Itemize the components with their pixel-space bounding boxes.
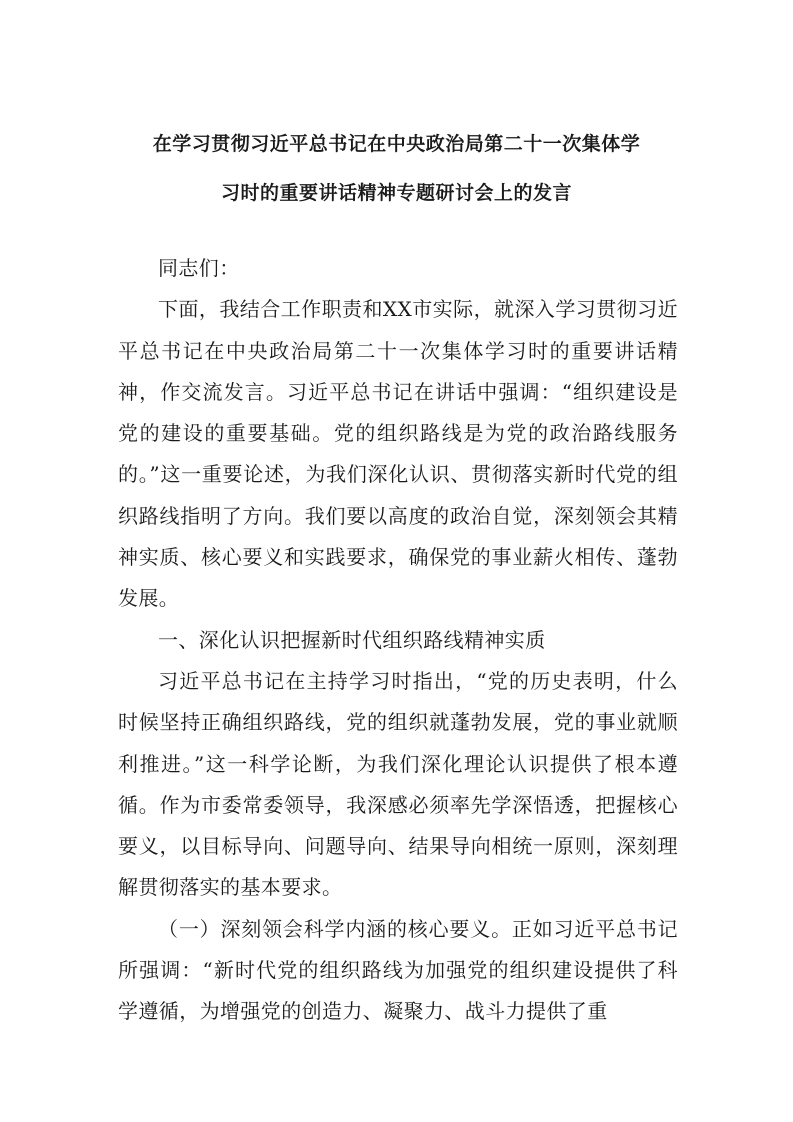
document-title-line-2: 习时的重要讲话精神专题研讨会上的发言 bbox=[220, 182, 572, 204]
paragraph-section-1: 习近平总书记在主持学习时指出，“党的历史表明，什么时候坚持正确组织路线，党的组织就蓬勃发展，党的事业就顺利推进。”这一科学论断，为我们深化理论认识提供了根本遵循。作为市委常委领导，我深感必须率先学深悟透，把握核心要义，以目标导向、问题导向、结果导向相统一原则，深刻理解贯彻落实的基本要求。 bbox=[118, 668, 678, 900]
paragraph-intro: 下面，我结合工作职责和XX市实际，就深入学习贯彻习近平总书记在中央政治局第二十一次集体学习时的重要讲话精神，作交流发言。习近平总书记在讲话中强调：“组织建设是党的建设的重要基础。党的组织路线是为党的政治路线服务的。”这一重要论述，为我们深化认识、贯彻落实新时代党的组织路线指明了方向。我们要以高度的政治自觉，深刻领会其精神实质、核心要义和实践要求，确保党的事业薪火相传、蓬勃发展。 bbox=[118, 297, 678, 611]
salutation: 同志们： bbox=[158, 256, 240, 280]
subsection-paragraph-1: （一）深刻领会科学内涵的核心要义。正如习近平总书记所强调：“新时代党的组织路线为加强党的组织建设提供了科学遵循，为增强党的创造力、凝聚力、战斗力提供了重 bbox=[118, 916, 678, 1024]
section-heading-1: 一、深化认识把握新时代组织路线精神实质 bbox=[158, 627, 546, 652]
document-body bbox=[118, 248, 678, 1033]
document-title-line-1: 在学习贯彻习近平总书记在中央政治局第二十一次集体学 bbox=[152, 133, 641, 155]
